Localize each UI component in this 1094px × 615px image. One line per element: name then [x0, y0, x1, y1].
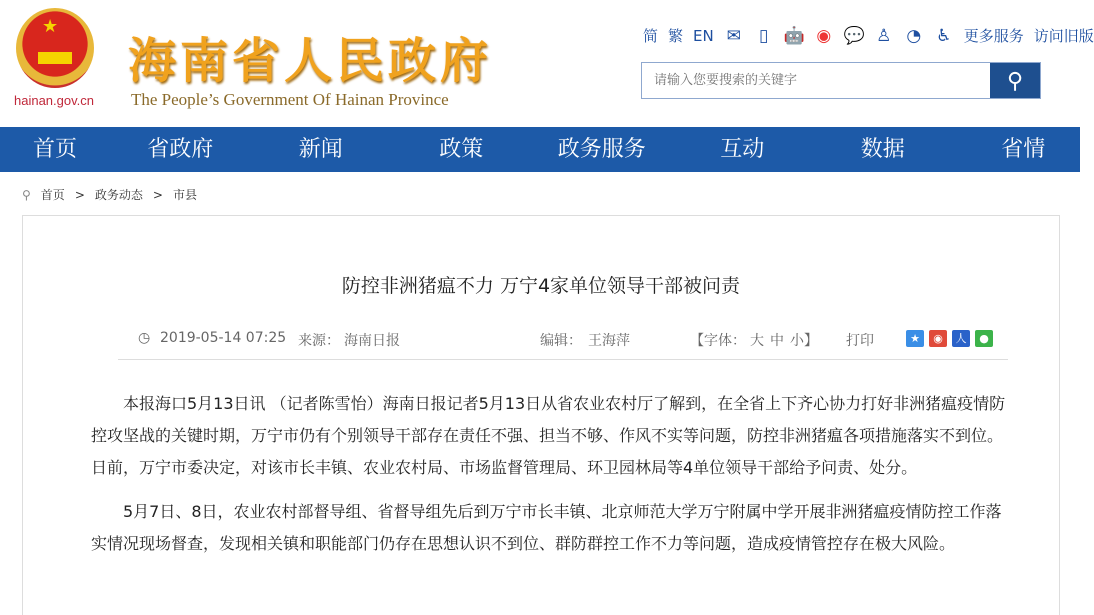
robot-icon[interactable]: 🤖	[783, 25, 805, 46]
user-icon[interactable]: ♙	[876, 25, 892, 46]
font-size-label: 【字体：	[690, 333, 746, 349]
header	[0, 0, 1094, 127]
share-buttons	[906, 330, 993, 347]
font-small[interactable]: 小】	[790, 333, 818, 349]
nav-policy[interactable]: 政策	[439, 137, 484, 162]
accessibility-icon[interactable]: ♿	[936, 25, 952, 46]
print-link[interactable]: 打印	[846, 333, 874, 349]
qzone-share-icon[interactable]: ★	[906, 330, 924, 347]
nav-interaction[interactable]: 互动	[720, 137, 765, 162]
weibo-share-icon[interactable]: ◉	[929, 330, 947, 347]
weibo-icon[interactable]: ◉	[816, 25, 832, 46]
paragraph: 本报海口5月13日讯 （记者陈雪怡）海南日报记者5月13日从省农业农村厅了解到，在全省上下齐心协力打好非洲猪瘟疫情防控攻坚战的关键时期，万宁市仍有个别领导干部存在责任不强、担当不够、作风不实等问题，防控非洲猪瘟各项措施落实不到位。日前，万宁市委决定，对该市长丰镇、农业农村局、市场监督管理局、环卫园林局等4单位领导干部给予问责、处分。	[91, 394, 1006, 477]
source: 海南日报	[344, 333, 400, 349]
location-icon: ⚲	[22, 187, 31, 202]
people-share-icon[interactable]: 人	[952, 330, 970, 347]
editor-label: 编辑：	[540, 333, 582, 349]
site-domain: hainan.gov.cn	[14, 93, 94, 108]
breadcrumb-home[interactable]: 首页	[40, 188, 65, 202]
elder-mode-icon[interactable]: ◔	[906, 25, 922, 46]
site-title-cn[interactable]: 海南省人民政府	[128, 33, 493, 89]
search-icon: ⚲	[1006, 67, 1024, 93]
source-label: 来源：	[298, 333, 340, 349]
simplified-link[interactable]: 简	[643, 27, 659, 45]
more-services-link[interactable]: 更多服务	[963, 27, 1024, 45]
nav-data[interactable]: 数据	[860, 137, 905, 162]
top-links	[643, 25, 1094, 46]
nav-government[interactable]: 省政府	[147, 137, 214, 162]
publish-date: 2019-05-14 07:25	[160, 330, 287, 346]
article-meta	[118, 330, 1008, 360]
english-link[interactable]: EN	[693, 26, 714, 45]
nav-services[interactable]: 政务服务	[557, 137, 646, 162]
national-emblem-logo: ★	[16, 8, 94, 88]
article-body	[91, 388, 1011, 572]
breadcrumb: ⚲ 首页 > 政务动态 > 市县	[22, 187, 197, 202]
breadcrumb-news[interactable]: 政务动态	[94, 188, 143, 202]
font-large[interactable]: 大	[750, 333, 764, 349]
nav-news[interactable]: 新闻	[298, 137, 343, 162]
clock-icon: ◷	[138, 330, 151, 346]
article	[22, 215, 1060, 615]
wechat-icon[interactable]: 💬	[843, 25, 865, 46]
font-medium[interactable]: 中	[770, 333, 784, 349]
paragraph: 5月7日、8日，农业农村部督导组、省督导组先后到万宁市长丰镇、北京师范大学万宁附属中学开展非洲猪瘟疫情防控工作落实情况现场督查，发现相关镇和职能部门仍存在思想认识不到位、群防群控工作不力等问题，造成疫情管控存在极大风险。	[91, 502, 1002, 553]
editor: 王海萍	[588, 333, 630, 349]
site-title-en: The People’s Government Of Hainan Province	[131, 90, 449, 109]
search-bar	[641, 62, 1041, 99]
search-button[interactable]	[990, 63, 1040, 98]
old-version-link[interactable]: 访问旧版	[1033, 27, 1094, 45]
traditional-link[interactable]: 繁	[668, 27, 684, 45]
breadcrumb-county[interactable]: 市县	[172, 188, 197, 202]
main-nav	[0, 127, 1080, 172]
nav-province[interactable]: 省情	[1001, 137, 1046, 162]
search-input[interactable]	[642, 63, 990, 98]
mail-icon[interactable]: ✉	[726, 25, 741, 46]
article-title: 防控非洲猪瘟不力 万宁4家单位领导干部被问责	[341, 275, 741, 297]
nav-home[interactable]: 首页	[32, 137, 77, 162]
tablet-icon[interactable]: ▯	[759, 25, 769, 46]
wechat-share-icon[interactable]: ●	[975, 330, 993, 347]
